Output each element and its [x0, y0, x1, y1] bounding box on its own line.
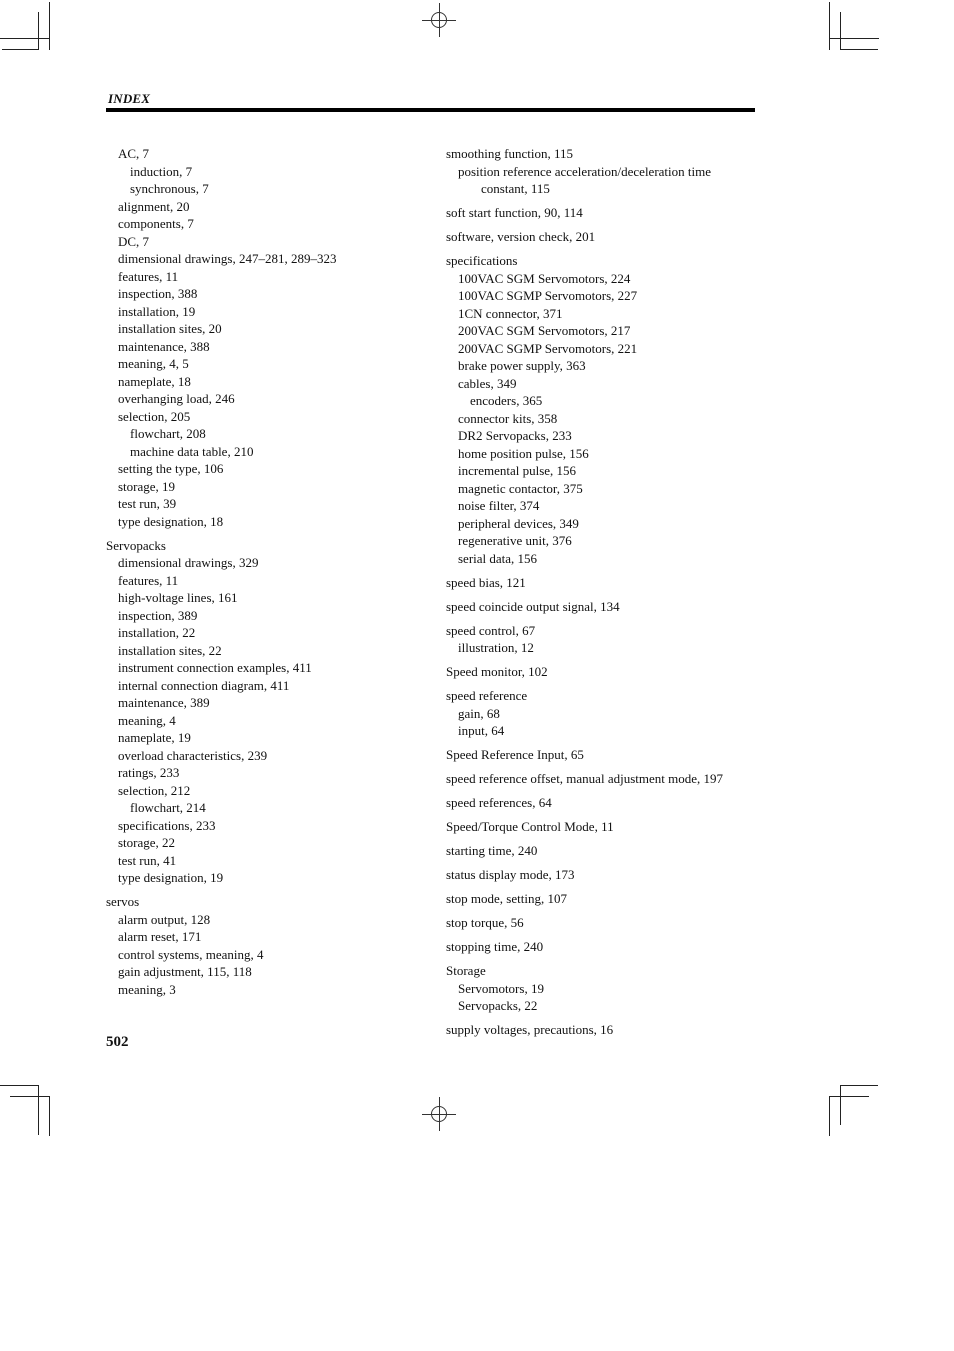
index-entry: storage, 19 [118, 478, 176, 494]
index-entry: connector kits, 358 [458, 410, 558, 426]
crop-mark [49, 2, 50, 50]
index-entry: position reference acceleration/deceleration time [458, 163, 711, 179]
index-entry: speed coincide output signal, 134 [446, 598, 620, 614]
index-entry: storage, 22 [118, 835, 176, 850]
crop-mark [829, 2, 830, 50]
index-entry: 100VAC SGM Servomotors, 224 [458, 270, 631, 286]
index-entry: input, 64 [458, 723, 505, 738]
registration-mark-icon [422, 1097, 456, 1131]
index-entry: test run, 39 [118, 496, 177, 511]
index-entry: meaning, 4, 5 [118, 356, 189, 371]
registration-mark-icon [422, 3, 456, 37]
index-entry: stopping time, 240 [446, 939, 544, 954]
index-entry: starting time, 240 [446, 843, 538, 858]
index-entry: machine data table, 210 [130, 443, 254, 459]
index-entry: noise filter, 374 [458, 498, 540, 513]
index-entry: instrument connection examples, 411 [118, 660, 312, 675]
index-entry: 200VAC SGM Servomotors, 217 [458, 323, 631, 338]
index-entry: stop mode, setting, 107 [446, 891, 567, 906]
index-entry: inspection, 388 [118, 286, 198, 301]
index-entry: induction, 7 [130, 163, 193, 179]
index-entry: overhanging load, 246 [118, 391, 235, 406]
index-entry: nameplate, 19 [118, 730, 191, 745]
index-entry: alarm reset, 171 [118, 929, 202, 944]
index-entry: components, 7 [118, 216, 194, 231]
index-entry: peripheral devices, 349 [458, 515, 579, 531]
index-entry: status display mode, 173 [446, 867, 575, 882]
crop-mark [38, 12, 39, 50]
crop-mark [49, 1096, 50, 1136]
crop-mark [840, 12, 841, 50]
index-entry: installation, 19 [118, 303, 196, 319]
crop-mark [0, 1085, 38, 1086]
index-entry: alarm output, 128 [118, 911, 211, 927]
index-entry: inspection, 389 [118, 607, 198, 623]
index-entry: servos [106, 894, 140, 909]
index-entry: AC, 7 [118, 146, 150, 161]
index-entry: regenerative unit, 376 [458, 533, 572, 548]
index-entry: meaning, 3 [118, 981, 176, 997]
crop-mark [2, 49, 39, 50]
index-entry: 200VAC SGMP Servomotors, 221 [458, 340, 638, 356]
index-entry: soft start function, 90, 114 [446, 205, 583, 220]
page-number: 502 [106, 1034, 129, 1050]
index-entry: high-voltage lines, 161 [118, 590, 238, 605]
index-entry: magnetic contactor, 375 [458, 480, 583, 496]
index-entry: type designation, 18 [118, 513, 224, 529]
crop-mark [840, 1085, 878, 1086]
index-entry: Speed Reference Input, 65 [446, 747, 584, 762]
crop-mark [10, 1096, 50, 1097]
index-entry: gain adjustment, 115, 118 [118, 964, 252, 979]
index-entry: meaning, 4 [118, 712, 176, 728]
index-entry: Servomotors, 19 [458, 980, 544, 996]
index-entry: installation sites, 20 [118, 321, 222, 336]
index-entry: smoothing function, 115 [446, 146, 573, 161]
index-entry: features, 11 [118, 268, 179, 284]
crop-mark [840, 1085, 841, 1125]
index-entry: speed control, 67 [446, 622, 536, 638]
index-entry: features, 11 [118, 572, 179, 588]
index-entry: serial data, 156 [458, 550, 538, 566]
index-entry: internal connection diagram, 411 [118, 677, 290, 693]
index-entry: test run, 41 [118, 852, 177, 868]
index-entry: illustration, 12 [458, 640, 534, 655]
index-entry: constant, 115 [481, 181, 550, 196]
crop-mark [0, 38, 50, 39]
index-entry: overload characteristics, 239 [118, 747, 268, 763]
index-entry: home position pulse, 156 [458, 445, 589, 461]
index-entry: installation sites, 22 [118, 642, 222, 658]
index-entry: DR2 Servopacks, 233 [458, 428, 572, 443]
crop-mark [829, 1096, 830, 1136]
index-entry: speed reference offset, manual adjustment mode, 197 [446, 771, 723, 786]
index-entry: speed reference [446, 688, 528, 703]
index-entry: encoders, 365 [470, 393, 543, 408]
index-entry: maintenance, 388 [118, 338, 210, 354]
crop-mark [38, 1085, 39, 1135]
index-entry: cables, 349 [458, 375, 517, 391]
index-entry: flowchart, 208 [130, 426, 206, 441]
index-entry: dimensional drawings, 247–281, 289–323 [118, 251, 337, 266]
index-column-right [446, 145, 766, 1039]
crop-mark [840, 49, 878, 50]
index-entry: software, version check, 201 [446, 229, 596, 244]
index-entry: DC, 7 [118, 233, 150, 249]
index-entry: nameplate, 18 [118, 373, 191, 389]
index-entry: specifications, 233 [118, 817, 216, 833]
index-entry: flowchart, 214 [130, 800, 206, 815]
index-entry: speed references, 64 [446, 795, 552, 810]
running-header: INDEX [108, 91, 151, 106]
index-entry: Storage [446, 963, 486, 978]
index-entry: Speed monitor, 102 [446, 664, 548, 679]
index-entry: ratings, 233 [118, 765, 180, 780]
index-entry: 1CN connector, 371 [458, 305, 563, 321]
index-entry: speed bias, 121 [446, 574, 526, 590]
crop-mark [829, 38, 879, 39]
index-entry: stop torque, 56 [446, 915, 524, 930]
index-entry: synchronous, 7 [130, 181, 209, 196]
index-entry: type designation, 19 [118, 870, 224, 885]
index-entry: specifications [446, 253, 518, 268]
index-entry: alignment, 20 [118, 198, 190, 214]
index-entry: dimensional drawings, 329 [118, 555, 259, 570]
index-entry: maintenance, 389 [118, 695, 210, 710]
index-entry: setting the type, 106 [118, 461, 224, 476]
index-entry: installation, 22 [118, 625, 196, 640]
index-entry: Servopacks [106, 537, 166, 553]
index-entry: brake power supply, 363 [458, 358, 586, 373]
index-entry: 100VAC SGMP Servomotors, 227 [458, 288, 638, 303]
index-entry: Speed/Torque Control Mode, 11 [446, 819, 614, 834]
index-entry: selection, 212 [118, 782, 191, 798]
index-entry: supply voltages, precautions, 16 [446, 1022, 614, 1037]
index-entry: Servopacks, 22 [458, 998, 538, 1013]
header-rule [106, 108, 755, 112]
index-entry: incremental pulse, 156 [458, 463, 577, 478]
crop-mark [829, 1096, 869, 1097]
index-entry: control systems, meaning, 4 [118, 946, 264, 962]
index-entry: gain, 68 [458, 705, 500, 721]
index-entry: selection, 205 [118, 408, 191, 424]
index-column-left [106, 145, 426, 998]
